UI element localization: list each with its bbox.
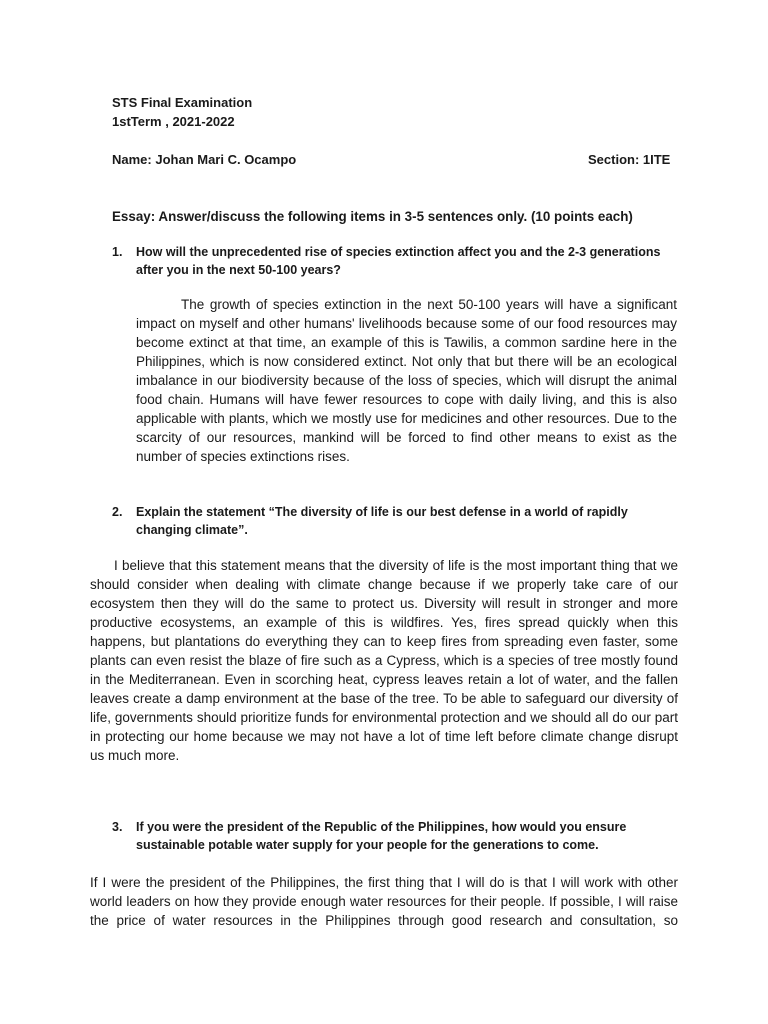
question-prompt: If you were the president of the Republic of the Philippines, how would you ensure sustainable potable water supply for your people for the generations to come. xyxy=(136,820,627,852)
exam-title: STS Final Examination xyxy=(112,95,253,110)
question-number: 1. xyxy=(112,245,123,259)
exam-term: 1stTerm , 2021-2022 xyxy=(112,114,235,129)
answer-paragraph: I believe that this statement means that the diversity of life is the most important thing that we should consider when dealing with climate change because if we properly take care of our ecosystem then they will do the same to protect us. Diversity will result in stronger and more productive ecosystems, an example of this is wildfires. Yes, fires spread quickly when this happens, but plantations do everything they can to keep fires from spreading even faster, some plants can even resist the blaze of fire such as a Cypress, which is a species of tree mostly found in the Mediterranean. Even in scorching heat, cypress leaves retain a lot of water, and the fallen leaves create a damp environment at the base of the tree. To be able to safeguard our diversity of life, governments should prioritize funds for environmental protection and we should all do our part in protecting our home because we may not have a lot of time left before climate change disrupt us much more. xyxy=(90,558,678,763)
student-name: Name: Johan Mari C. Ocampo xyxy=(112,152,297,167)
answer-paragraph: If I were the president of the Philippines, the first thing that I will do is that I will work with other world leaders on how they provide enough water resources for their people. If possible, I will raise the price of water resources in the Philippines through good research and consultation, so xyxy=(90,875,678,928)
question-number: 3. xyxy=(112,820,123,834)
answer-paragraph: The growth of species extinction in the next 50-100 years will have a significant impact on myself and other humans' livelihoods because some of our food resources may become extinct at that time, an example of this is Tawilis, a common sardine here in the Philippines, which is now considered extinct. Not only that but there will be an ecological imbalance in our biodiversity because of the loss of species, which will disrupt the animal food chain. Humans will have fewer resources to cope with daily living, and this is also applicable with plants, which we mostly use for medicines and other resources. Due to the scarcity of our resources, mankind will be forced to find other means to exist as the number of species extinctions rises. xyxy=(136,297,677,464)
question-number: 2. xyxy=(112,505,123,519)
question-prompt: Explain the statement “The diversity of life is our best defense in a world of rapidly changing climate”. xyxy=(136,505,628,537)
student-section: Section: 1ITE xyxy=(588,152,671,167)
question-prompt: How will the unprecedented rise of species extinction affect you and the 2-3 generations after you in the next 50-100 years? xyxy=(136,245,661,277)
instructions: Essay: Answer/discuss the following items in 3-5 sentences only. (10 points each) xyxy=(112,209,633,224)
